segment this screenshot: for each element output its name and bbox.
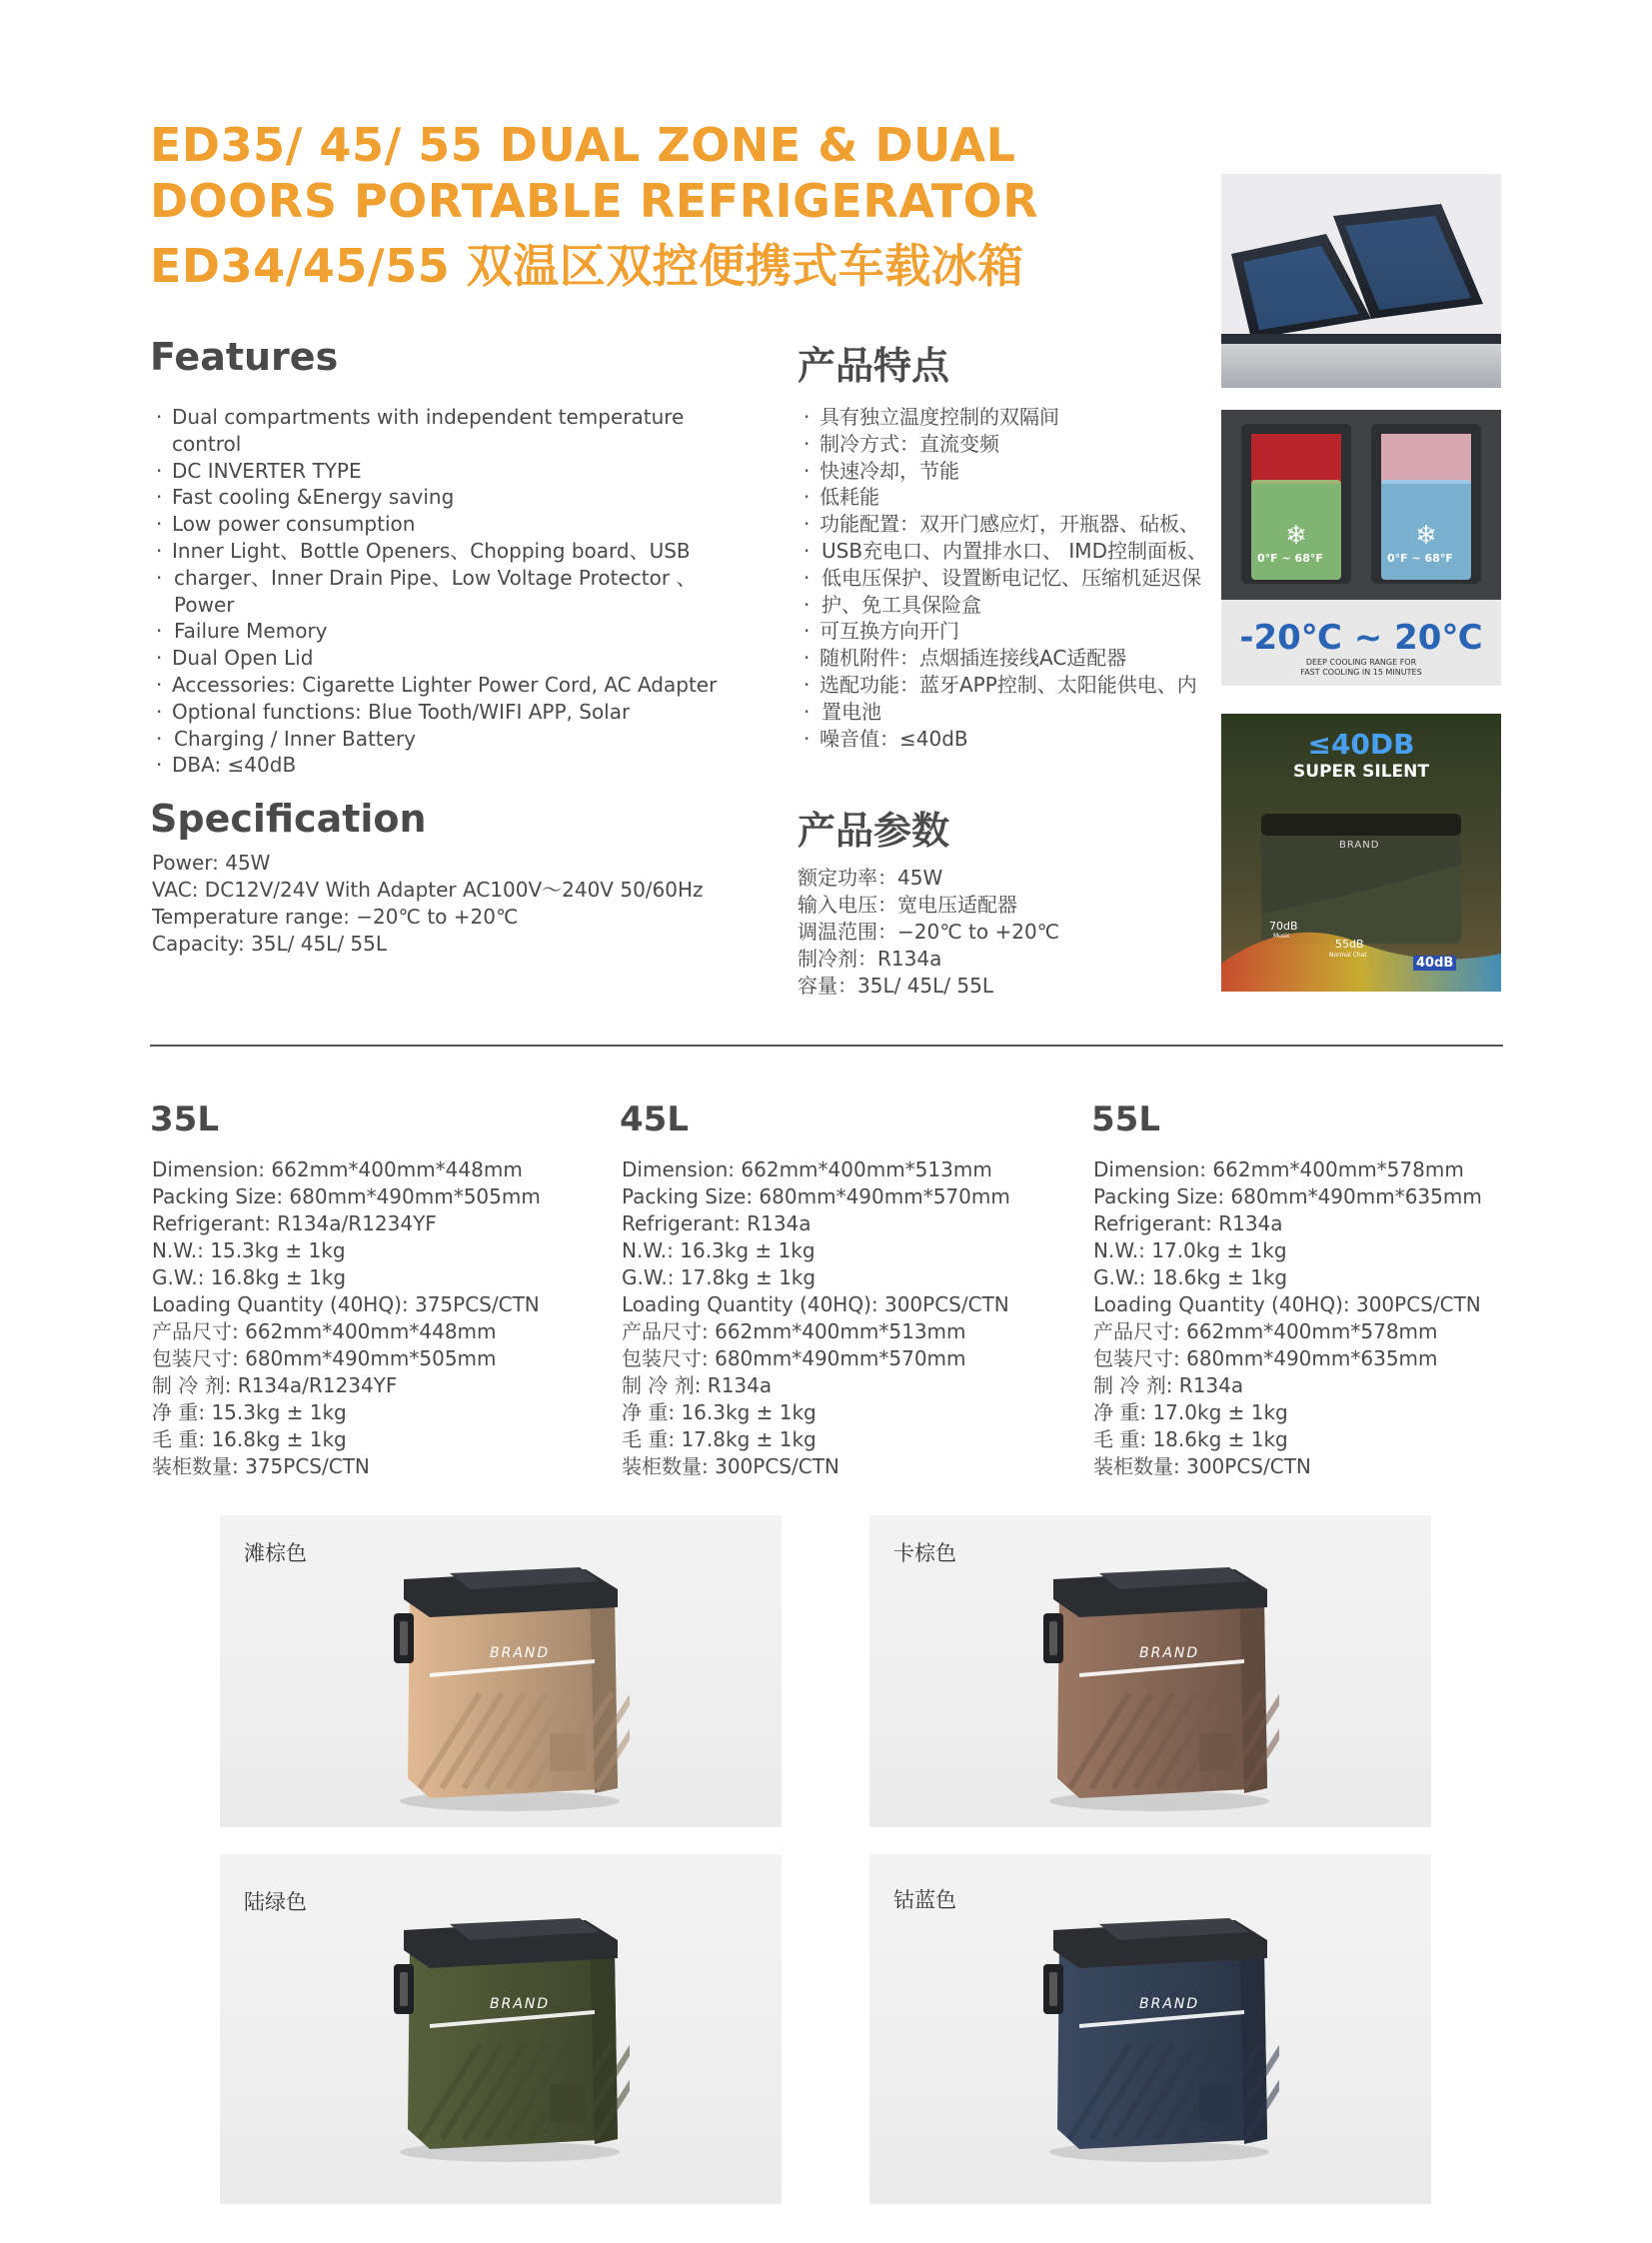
color-photo-cocoa-brown [869, 1515, 1431, 1827]
features-heading-cn: 产品特点 [798, 344, 950, 388]
svg-text:BRAND: BRAND [490, 1996, 551, 2012]
spec-row: Dimension: 662mm*400mm*448mm [152, 1157, 523, 1181]
fridge-illustration [1039, 1563, 1279, 1813]
super-silent-photo [1221, 714, 1501, 992]
spec-line-cn: 输入电压：宽电压适配器 [798, 893, 1017, 917]
silent-db: ≤40DB [1307, 728, 1415, 761]
fridge-illustration [1039, 1914, 1279, 2164]
spec-line-cn: 制冷剂：R134a [798, 947, 942, 971]
db-70: 70dB [1269, 920, 1298, 933]
spec-row: N.W.: 16.3kg ± 1kg [622, 1238, 816, 1262]
feature-item-cn: · 可互换方向开门 [798, 618, 1207, 645]
spec-row: 产品尺寸: 662mm*400mm*578mm [1093, 1319, 1438, 1343]
open-lid-illustration [1221, 174, 1501, 388]
feature-item: · Accessories: Cigarette Lighter Power Cord, AC Adapter [150, 672, 750, 699]
volume-35l-specs [152, 1156, 541, 1480]
svg-text:BRAND: BRAND [1139, 1996, 1200, 2012]
db-40: 40dB [1413, 956, 1456, 971]
feature-item-cn-cont: · 护、免工具保险盒 [798, 592, 1207, 619]
volume-55l-specs [1093, 1156, 1482, 1480]
spec-row: 包装尺寸: 680mm*490mm*505mm [152, 1346, 497, 1370]
spec-line: VAC: DC12V/24V With Adapter AC100V～240V 50/60Hz [152, 878, 704, 902]
feature-item-cn: · 噪音值：≤40dB [798, 726, 1207, 753]
spec-row: Loading Quantity (40HQ): 375PCS/CTN [152, 1292, 540, 1316]
title-line-2: DOORS PORTABLE REFRIGERATOR [150, 174, 1039, 228]
section-divider [150, 1045, 1503, 1047]
feature-item-cn: · 快速冷却，节能 [798, 458, 1207, 485]
spec-row: 净 重: 17.0kg ± 1kg [1093, 1400, 1288, 1424]
feature-item-cn: · 低耗能 [798, 484, 1207, 511]
volume-55l-heading: 55L [1091, 1100, 1160, 1139]
spec-row: 装柜数量: 375PCS/CTN [152, 1454, 370, 1478]
spec-row: 制 冷 剂: R134a [622, 1373, 773, 1397]
features-list-en [150, 404, 750, 779]
svg-text:BRAND: BRAND [1139, 1645, 1200, 1661]
spec-line: Temperature range: −20℃ to +20℃ [152, 905, 519, 929]
feature-item-cont: · Failure Memory [150, 618, 750, 645]
feature-item-cn: · 制冷方式：直流变频 [798, 431, 1207, 458]
spec-row: 净 重: 16.3kg ± 1kg [622, 1400, 817, 1424]
feature-item: · Optional functions: Blue Tooth/WIFI APP, Solar [150, 699, 750, 726]
dual-zone-photo [1221, 410, 1501, 686]
silent-text: SUPER SILENT [1293, 762, 1429, 782]
spec-line: Capacity: 35L/ 45L/ 55L [152, 932, 388, 956]
title-line-1: ED35/ 45/ 55 DUAL ZONE & DUAL [150, 118, 1016, 172]
spec-lines-en [152, 850, 704, 958]
color-photo-land-green [220, 1854, 782, 2204]
feature-item-cn-cont: · 置电池 [798, 699, 1207, 726]
features-heading: Features [150, 335, 339, 379]
db-55-sub: Normal Chat [1329, 952, 1367, 959]
db-55: 55dB [1335, 938, 1364, 951]
title-line-3: ED34/45/55 双温区双控便携式车载冰箱 [150, 239, 1024, 293]
svg-text:BRAND: BRAND [490, 1645, 551, 1661]
snowflake-icon: ❄ [1415, 521, 1437, 551]
zone-left-range: 0°F ~ 68°F [1257, 552, 1323, 565]
spec-row: 制 冷 剂: R134a/R1234YF [152, 1373, 398, 1397]
temp-caption-2: FAST COOLING IN 15 MINUTES [1300, 668, 1422, 677]
spec-line-cn: 额定功率：45W [798, 866, 943, 890]
spec-row: N.W.: 17.0kg ± 1kg [1093, 1238, 1287, 1262]
spec-row: 毛 重: 17.8kg ± 1kg [622, 1427, 817, 1451]
volume-35l-heading: 35L [150, 1100, 219, 1139]
feature-item-cn: · 具有独立温度控制的双隔间 [798, 404, 1207, 431]
spec-lines-cn [798, 865, 1059, 1000]
color-photo-sand-brown [220, 1515, 782, 1827]
feature-item-cn-cont: · 低电压保护、设置断电记忆、压缩机延迟保 [798, 565, 1207, 592]
spec-line-cn: 容量：35L/ 45L/ 55L [798, 974, 993, 998]
spec-row: Loading Quantity (40HQ): 300PCS/CTN [622, 1292, 1009, 1316]
volume-45l-heading: 45L [620, 1100, 689, 1139]
spec-row: 产品尺寸: 662mm*400mm*448mm [152, 1319, 497, 1343]
color-label: 钴蓝色 [893, 1888, 956, 1912]
spec-row: Refrigerant: R134a [622, 1211, 812, 1235]
spec-row: Packing Size: 680mm*490mm*505mm [152, 1184, 541, 1208]
feature-item-cn: · 功能配置：双开门感应灯，开瓶器、砧板、 [798, 511, 1207, 538]
spec-row: Refrigerant: R134a/R1234YF [152, 1211, 437, 1235]
feature-item: · DC INVERTER TYPE [150, 458, 750, 485]
color-label: 陆绿色 [244, 1890, 307, 1914]
color-label: 滩棕色 [244, 1541, 307, 1565]
open-lid-photo [1221, 174, 1501, 388]
spec-row: 产品尺寸: 662mm*400mm*513mm [622, 1319, 966, 1343]
volume-45l-specs [622, 1156, 1010, 1480]
feature-item: · DBA: ≤40dB [150, 752, 750, 779]
fridge-illustration [390, 1563, 630, 1813]
features-list-cn [798, 404, 1207, 752]
spec-row: Refrigerant: R134a [1093, 1211, 1283, 1235]
feature-item-cont: · Charging / Inner Battery [150, 726, 750, 753]
color-photo-cobalt-blue [869, 1854, 1431, 2204]
feature-item-cn: · 选配功能：蓝牙APP控制、太阳能供电、内 [798, 672, 1207, 699]
feature-item: · Inner Light、Bottle Openers、Chopping board、USB [150, 538, 750, 565]
spec-row: 包装尺寸: 680mm*490mm*635mm [1093, 1346, 1438, 1370]
spec-row: G.W.: 18.6kg ± 1kg [1093, 1265, 1288, 1289]
feature-item-cont: · charger、Inner Drain Pipe、Low Voltage Protector 、Power [150, 565, 750, 619]
specification-heading-cn: 产品参数 [798, 809, 950, 853]
fridge-illustration [390, 1914, 630, 2164]
feature-item-cn-cont: · USB充电口、内置排水口、 IMD控制面板、 [798, 538, 1207, 565]
feature-item: · Dual Open Lid [150, 645, 750, 672]
spec-row: Dimension: 662mm*400mm*578mm [1093, 1157, 1464, 1181]
spec-row: 净 重: 15.3kg ± 1kg [152, 1400, 347, 1424]
feature-item: · Dual compartments with independent temperature control [150, 404, 750, 458]
zone-right-range: 0°F ~ 68°F [1387, 552, 1453, 565]
spec-row: 毛 重: 18.6kg ± 1kg [1093, 1427, 1288, 1451]
spec-row: G.W.: 17.8kg ± 1kg [622, 1265, 817, 1289]
spec-row: Loading Quantity (40HQ): 300PCS/CTN [1093, 1292, 1481, 1316]
feature-item: · Low power consumption [150, 511, 750, 538]
color-label: 卡棕色 [893, 1541, 956, 1565]
spec-row: N.W.: 15.3kg ± 1kg [152, 1238, 346, 1262]
spec-row: 装柜数量: 300PCS/CTN [1093, 1454, 1311, 1478]
temp-range-badge: -20℃ ~ 20℃ [1239, 618, 1483, 658]
spec-line-cn: 调温范围：−20℃ to +20℃ [798, 920, 1060, 944]
spec-row: Packing Size: 680mm*490mm*570mm [622, 1184, 1010, 1208]
spec-row: 制 冷 剂: R134a [1093, 1373, 1244, 1397]
feature-item-cn: · 随机附件：点烟插连接线AC适配器 [798, 645, 1207, 672]
specification-heading: Specification [150, 797, 427, 841]
spec-line: Power: 45W [152, 851, 271, 875]
spec-row: Packing Size: 680mm*490mm*635mm [1093, 1184, 1482, 1208]
snowflake-icon: ❄ [1285, 521, 1307, 551]
spec-row: G.W.: 16.8kg ± 1kg [152, 1265, 347, 1289]
spec-row: 包装尺寸: 680mm*490mm*570mm [622, 1346, 966, 1370]
temp-caption-1: DEEP COOLING RANGE FOR [1305, 658, 1417, 667]
feature-item: · Fast cooling &Energy saving [150, 484, 750, 511]
spec-row: Dimension: 662mm*400mm*513mm [622, 1157, 992, 1181]
spec-row: 毛 重: 16.8kg ± 1kg [152, 1427, 347, 1451]
brand-mark: BRAND [1339, 840, 1380, 851]
db-70-sub: Music [1273, 933, 1291, 940]
spec-row: 装柜数量: 300PCS/CTN [622, 1454, 839, 1478]
